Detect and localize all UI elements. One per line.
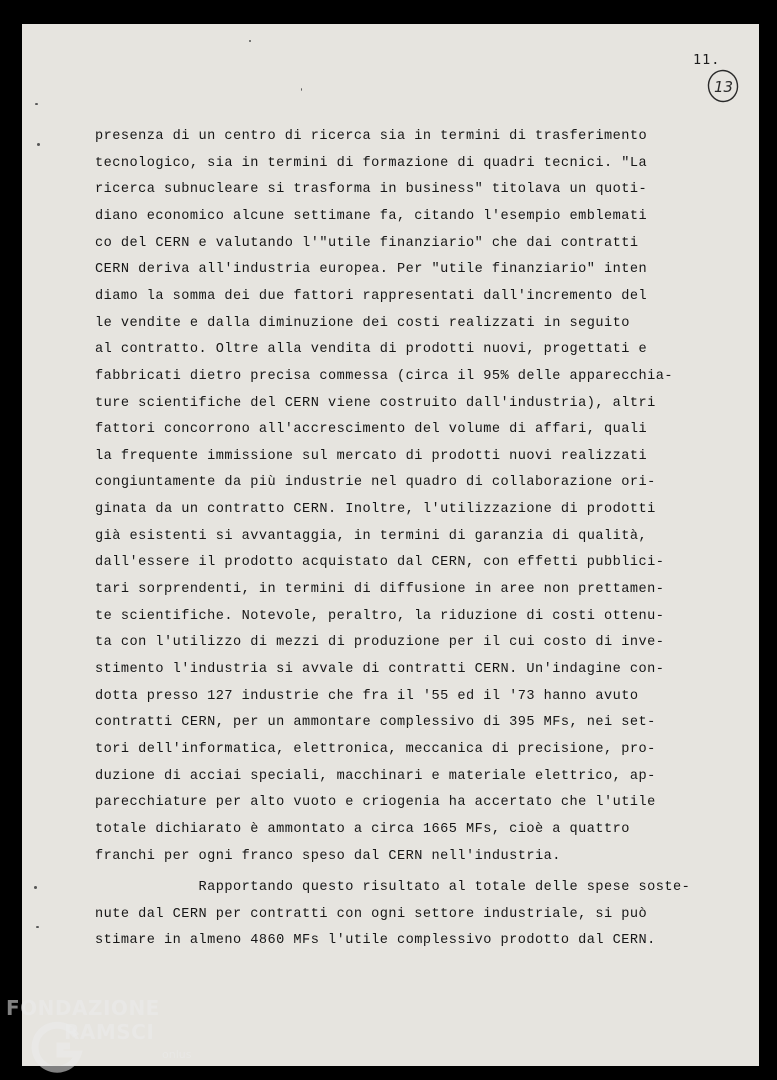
text-line: dall'essere il prodotto acquistato dal CERN, con effetti pubblici- [95,555,665,571]
text-line: la frequente immissione sul mercato di prodotti nuovi realizzati [95,448,648,464]
text-line: fabbricati dietro precisa commessa (circa il 95% delle apparecchia- [95,368,674,384]
text-line: totale dichiarato è ammontato a circa 1665 MFs, cioè a quattro [95,821,630,837]
text-line: franchi per ogni franco speso dal CERN nell'industria. [95,848,561,864]
scan-speck [249,40,251,42]
text-line: presenza di un centro di ricerca sia in termini di trasferimento [95,129,648,144]
text-line: dotta presso 127 industrie che fra il '55 ed il '73 hanno avuto [95,688,639,704]
text-line: fattori concorrono all'accrescimento del volume di affari, quali [95,422,648,438]
text-line: ta con l'utilizzo di mezzi di produzione per il cui costo di inve- [95,635,665,651]
text-line: stimento l'industria si avvale di contratti CERN. Un'indagine con- [95,662,665,677]
text-line: ricerca subnucleare si trasforma in business" titolava un quoti- [95,182,648,198]
text-line: contratti CERN, per un ammontare complessivo di 395 MFs, nei set- [95,715,656,731]
text-line: duzione di acciai speciali, macchinari e materiale elettrico, ap- [95,768,656,784]
text-line: le vendite e dalla diminuzione dei costi realizzati in seguito [95,315,630,331]
text-line: al contratto. Oltre alla vendita di prodotti nuovi, progettati e [95,342,648,358]
watermark-line2: RAMSCI [64,1020,155,1044]
scan-speck [36,926,39,928]
watermark-line3: onlus [162,1048,192,1061]
text-line: nute dal CERN per contratti con ogni settore industriale, si può [95,906,648,922]
text-line: parecchiature per alto vuoto e criogenia ha accertato che l'utile [95,795,656,811]
scan-speck [301,88,302,91]
watermark-line1: FONDAZIONE [6,996,160,1020]
text-line: te scientifiche. Notevole, peraltro, la riduzione di costi ottenu- [95,608,665,624]
text-line: CERN deriva all'industria europea. Per "utile finanziario" inten [95,262,648,278]
handwritten-page-number [706,68,740,104]
text-line: congiuntamente da più industrie nel quadro di collaborazione ori- [95,475,656,491]
scan-speck [35,103,38,105]
text-line: stimare in almeno 4860 MFs l'utile complessivo prodotto dal CERN. [95,933,656,948]
text-line: già esistenti si avvantaggia, in termini di garanzia di qualità, [95,528,648,544]
text-line: tori dell'informatica, elettronica, meccanica di precisione, pro- [95,741,656,757]
scan-speck [37,143,40,146]
text-line: co del CERN e valutando l'"utile finanziario" che dai contratti [95,235,639,251]
text-line: diamo la somma dei due fattori rappresentati dall'incremento del [95,288,648,304]
scan-speck [34,886,37,889]
text-line: Rapportando questo risultato al totale delle spese soste- [95,880,691,895]
handwritten-number-text: 13 [714,78,734,96]
page-number: 11. [693,52,721,68]
text-line: ginata da un contratto CERN. Inoltre, l'utilizzazione di prodotti [95,502,656,518]
text-line: tari sorprendenti, in termini di diffusione in aree non prettamen- [95,582,665,598]
text-line: ture scientifiche del CERN viene costruito dall'industria), altri [95,395,656,411]
text-line: diano economico alcune settimane fa, citando l'esempio emblemati [95,208,648,224]
fondazione-gramsci-watermark [6,996,196,1076]
text-line: tecnologico, sia in termini di formazione di quadri tecnici. "La [95,155,648,171]
